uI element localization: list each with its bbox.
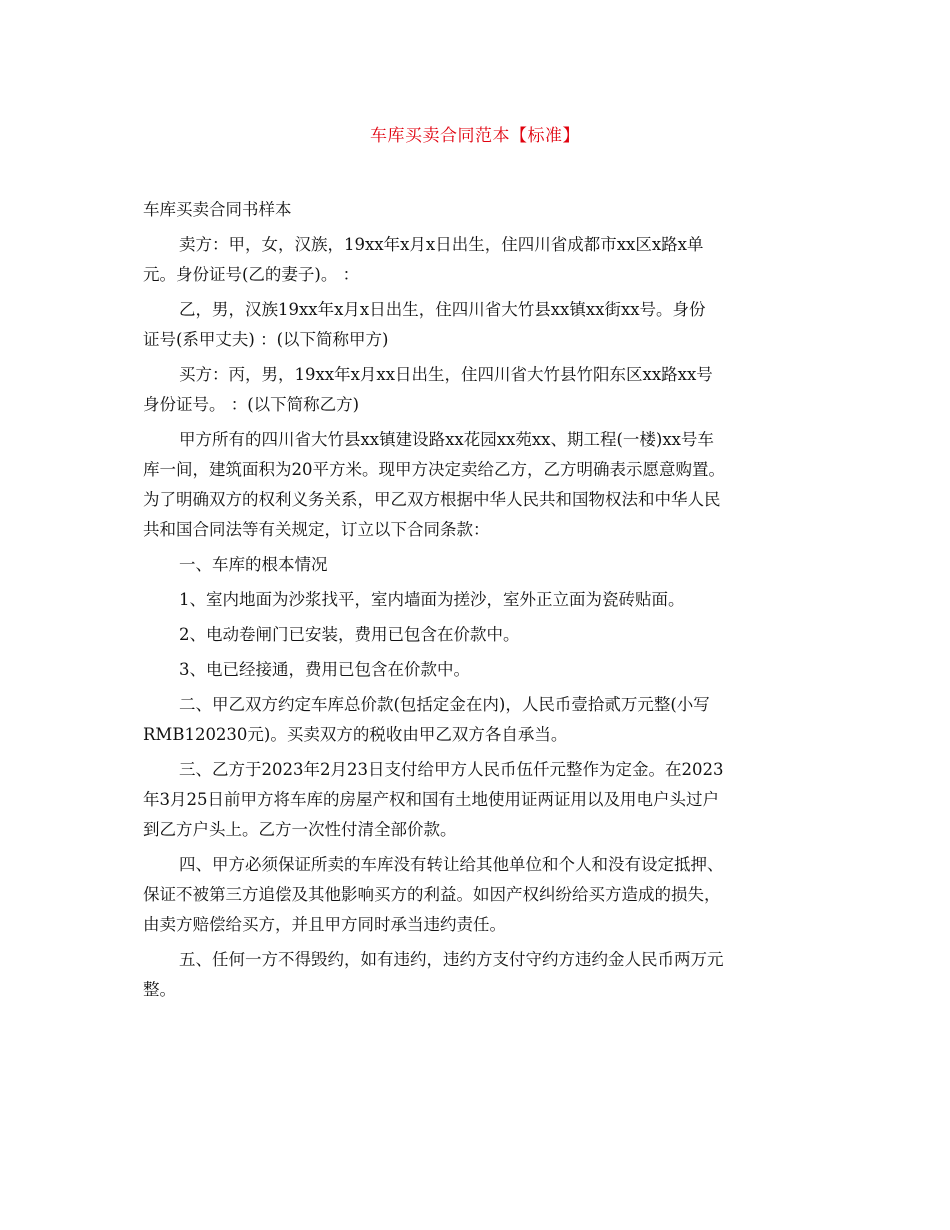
paragraph-line: 甲方所有的四川省大竹县xx镇建设路xx花园xx苑xx、期工程(一楼)xx号车 [179, 430, 714, 449]
paragraph-line: 库一间，建筑面积为20平方米。现甲方决定卖给乙方，乙方明确表示愿意购置。 [143, 460, 725, 479]
paragraph-line: 二、甲乙双方约定车库总价款(包括定金在内)，人民币壹拾贰万元整(小写 [179, 695, 710, 714]
paragraph-line: 保证不被第三方追偿及其他影响买方的利益。如因产权纠纷给买方造成的损失， [143, 885, 721, 904]
paragraph-line: 由卖方赔偿给买方，并且甲方同时承当违约责任。 [143, 915, 506, 934]
paragraph-line: 身份证号。 ：(以下简称乙方) [143, 395, 360, 414]
paragraph-line: 年3月25日前甲方将车库的房屋产权和国有土地使用证两证用以及用电户头过户 [143, 790, 719, 809]
paragraph-line: 到乙方户头上。乙方一次性付清全部价款。 [143, 820, 457, 839]
document-title: 车库买卖合同范本【标准】 [370, 126, 580, 146]
paragraph-line: 证号(系甲丈夫) ：(以下简称甲方) [143, 330, 389, 349]
paragraph-line: 四、甲方必须保证所卖的车库没有转让给其他单位和个人和没有设定抵押、 [179, 855, 724, 874]
list-item: 2、电动卷闸门已安装，费用已包含在价款中。 [179, 625, 520, 644]
paragraph-line: 整。 [143, 980, 176, 999]
list-item: 3、电已经接通，费用已包含在价款中。 [179, 660, 470, 679]
paragraph-line: 为了明确双方的权利义务关系，甲乙双方根据中华人民共和国物权法和中华人民 [143, 490, 721, 509]
list-item: 1、室内地面为沙浆找平，室内墙面为搓沙，室外正立面为瓷砖贴面。 [179, 590, 685, 609]
paragraph-line: 买方：丙，男，19xx年x月xx日出生，住四川省大竹县竹阳东区xx路xx号 [179, 365, 713, 384]
paragraph-line: RMB120230元)。买卖双方的税收由甲乙双方各自承当。 [143, 725, 568, 744]
paragraph-line: 卖方：甲，女，汉族，19xx年x月x日出生，住四川省成都市xx区x路x单 [179, 235, 704, 254]
paragraph-line: 元。身份证号(乙的妻子)。 ： [143, 265, 360, 284]
document-body [143, 195, 803, 1005]
paragraph-line: 三、乙方于2023年2月23日支付给甲方人民币伍仟元整作为定金。在2023 [179, 760, 724, 779]
document-subtitle: 车库买卖合同书样本 [143, 200, 292, 219]
paragraph-line: 乙，男，汉族19xx年x月x日出生，住四川省大竹县xx镇xx街xx号。身份 [179, 300, 706, 319]
paragraph-line: 五、任何一方不得毁约，如有违约，违约方支付守约方违约金人民币两万元 [179, 950, 724, 969]
paragraph-line: 共和国合同法等有关规定，订立以下合同条款： [143, 520, 490, 539]
section-heading: 一、车库的根本情况 [179, 555, 328, 574]
